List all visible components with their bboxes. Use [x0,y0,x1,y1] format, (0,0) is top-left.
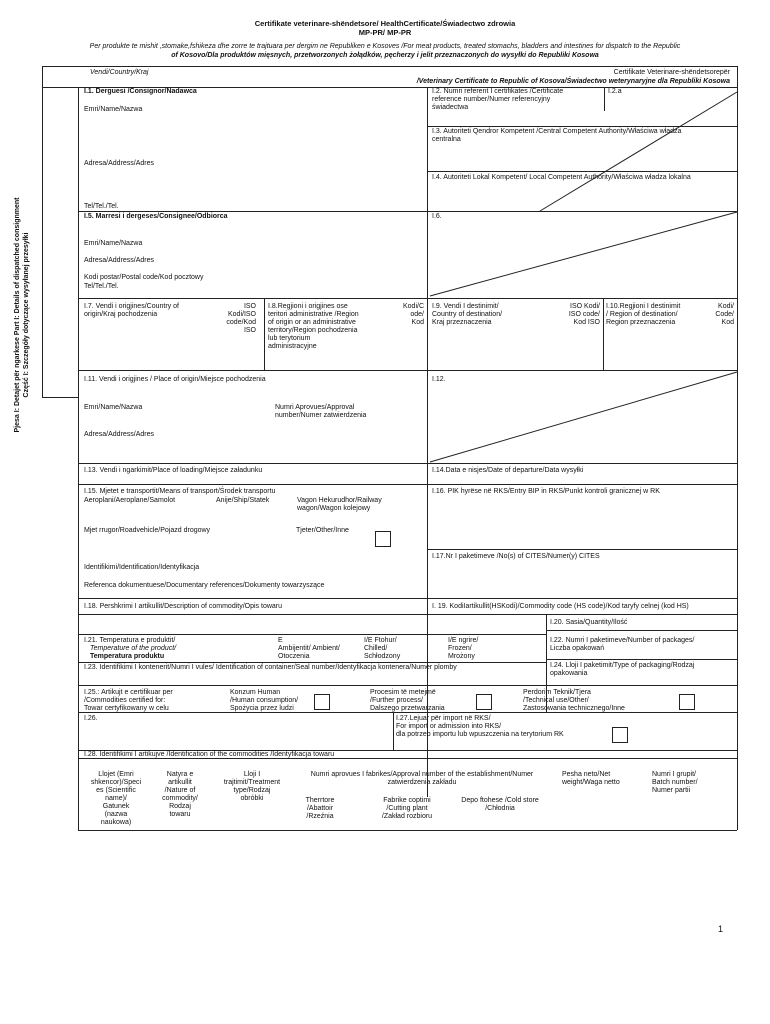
region-destination-label: I.10.Regjioni I destinimit / Region of destination/ Region przeznaczenia [606,303,681,326]
country-label: Vendi/Country/Kraj [90,69,149,76]
ambient-option: E Ambijentit/ Ambient/ Otoczenia [278,637,340,660]
further-process-option: Procesim të metejmë /Further process/ Dalszego przetwarzania [370,689,445,712]
commodity-identification-label: I.28. Identifikimi I artikujve /Identification of the commodities /Identyfikacja towaru [84,751,335,758]
country-origin-iso-label: ISO Kodi/ISO code/Kod ISO [226,303,256,334]
temperature-label: I.21. Temperatura e produktit/ [84,637,176,644]
ship-label: Anije/Ship/Statek [216,497,270,504]
cold-store-column: Depo ftohese /Cold store /Chłodnia [461,797,539,812]
identification-label: Identifikimi/Identification/Identyfikacja [84,564,200,571]
place-of-origin-label: I.11. Vendi i origjines / Place of origin/Miejsce pochodzenia [84,376,266,383]
consignor-name-label: Emri/Name/Nazwa [84,106,143,113]
means-of-transport-label: I.15. Mjetet e transportit/Means of transport/Środek transportu [84,488,276,495]
central-authority-label: I.3. Autoriteti Qendror Kompetent /Central Competent Authority/Właściwa władza centralna [432,128,682,143]
number-of-packages-label: I.22. Numri I paketimeve/Number of packages/ Liczba opakowań [550,637,695,652]
frozen-option: I/E ngrire/ Frozen/ Mrożony [448,637,479,660]
region-origin-label: I.8.Regjioni i origjines ose teritori administrative /Region of origin or an administrative territory/Region pochodzenia lub terytorium administracyjne [268,303,359,350]
human-consumption-checkbox[interactable] [314,694,330,710]
entry-bip-label: I.16. PIK hyrëse në RKS/Entry BIP in RKS/Punkt kontroli granicznej w RK [432,488,660,495]
origin-approval-label: Numri Aprovues/Approval number/Numer zatwierdzenia [275,404,367,419]
origin-name-label: Emri/Name/Nazwa [84,404,143,411]
net-weight-column: Pesha neto/Net weight/Waga netto [562,771,620,786]
part-one-side-label: Pjesa I: Detajet për ngarkese Part I: Details of dispatched consignment Część I: Szczegóły dotyczące wysyłanej przesyłki [14,197,30,433]
further-process-checkbox[interactable] [476,694,492,710]
container-seal-label: I.23. Identifikimi I kontenerit/Numri I vules/ Identification of container/Seal number/Identyfikacja kontenera/Numer plomby [84,664,457,671]
page-number: 1 [718,924,724,934]
region-origin-code-label: Kodi/C ode/ Kod [402,303,424,326]
consignee-name-label: Emri/Name/Nazwa [84,240,143,247]
box-26-label: I.26. [84,715,98,722]
railway-label: Vagon Hekurudhor/Railway wagon/Wagon kolejowy [297,497,382,512]
cutting-plant-column: Fabrike coptimi /Cutting plant /Zakład rozbioru [381,797,433,820]
doc-code: MP-PR/ MP-PR [358,28,412,37]
certified-for-label: I.25.: Artikujt e certifikuar per /Commodities certified for: Towar certyfikowany w celu [84,689,173,712]
local-authority-label: I.4. Autoriteti Lokal Kompetent/ Local Competent Authority/Właściwa władza lokalna [432,174,691,181]
box-12-label: I.12. [432,376,446,383]
certificate-reference-label: I.2. Numri referent I certifikates /Certificate reference number/Numer referencyjny świadectwa [432,88,564,111]
cert-title-2: /Veterinary Certificate to Republic of Kosova/Świadectwo weterynaryjne dla Republiki Kosowa [416,78,730,85]
doc-intro: Per produkte te mishit ,stomake,fshikeza dhe zorre te trajtuara per dergim ne Republiken e Kosoves /For meat products, treated stomachs, bladders and intestines for dispatch to the Republic [89,43,681,50]
cert-title: Certifikate Veterinare-shëndetsorepër [613,69,730,76]
box-2a-label: I.2.a [608,88,622,95]
country-destination-label: I.9. Vendi I destinimit/ Country of destination/ Kraj przeznaczenia [432,303,503,326]
date-of-departure-label: I.14.Data e nisjes/Date of departure/Data wysyłki [432,467,584,474]
origin-address-label: Adresa/Address/Adres [84,431,155,438]
import-admission-label: I.27.Lejuar për import në RKS/ For import or admission into RKS/ dla potrzeb importu lub wpuszczenia na terytorium RK [396,715,564,738]
consignor-address-label: Adresa/Address/Adres [84,160,155,167]
consignee-label: I.5. Marresi i dergeses/Consignee/Odbiorca [84,213,228,220]
consignee-address-label: Adresa/Address/Adres [84,257,155,264]
technical-use-option: Perdorim Teknik/Tjera /Technical use/Other/ Zastosowania technicznego/Inne [523,689,625,712]
region-destination-code-label: Kodi/ Code/ Kod [715,303,734,326]
technical-use-checkbox[interactable] [679,694,695,710]
aeroplane-label: Aeroplani/Aeroplane/Samolot [84,497,176,504]
postal-code-label: Kodi postar/Postal code/Kod pocztowy [84,274,204,281]
chilled-option: I/E Ftohur/ Chilled/ Schłodzony [364,637,401,660]
road-vehicle-label: Mjet rrugor/Roadvehicle/Pojazd drogowy [84,527,211,534]
batch-number-column: Numri I grupit/ Batch number/ Numer partii [652,771,698,794]
country-destination-iso-label: ISO Kodi/ ISO code/ Kod ISO [568,303,600,326]
documentary-references-label: Referenca dokumentuese/Documentary references/Dokumenty towarzyszące [84,582,325,589]
doc-intro-2: of Kosovo/Dla produktów mięsnych, przetworzonych żołądków, pęcherzy i jelit przeznaczonych do wysyłki do Republiki Kosowa [171,52,599,59]
consignor-label: I.1. Derguesi /Consignor/Nadawca [84,88,197,95]
cites-label: I.17.Nr I paketimeve /No(s) of CITES/Numer(y) CITES [432,553,600,560]
temperature-label-pl: Temperatura produktu [90,653,165,660]
human-consumption-option: Konzum Human /Human consumption/ Spożycia przez ludzi [230,689,299,712]
commodity-description-label: I.18. Pershkrimi I artikullit/Description of commodity/Opis towaru [84,603,283,610]
quantity-label: I.20. Sasia/Quantity/Ilość [550,619,628,626]
other-transport-checkbox[interactable] [375,531,391,547]
other-transport-label: Tjeter/Other/Inne [296,527,349,534]
species-column: Llojet (Emri shkencor)/Speci es (Scientific name)/ Gatunek (nazwa naukowa) [90,771,142,826]
treatment-column: Lloji I trajtimit/Treatment type/Rodzaj obróbki [223,771,281,802]
nature-column: Natyra e artikullit /Nature of commodity/ Rodzaj towaru [162,771,198,818]
type-of-packaging-label: I.24. Lloji I paketimit/Type of packaging/Rodzaj opakowania [550,662,695,677]
temperature-label-en: Temperature of the product/ [90,645,177,652]
place-of-loading-label: I.13. Vendi i ngarkimit/Place of loading/Miejsce załadunku [84,467,263,474]
consignor-tel-label: Tel/Tel./Tel. [84,203,119,210]
abattoir-column: Therrtore /Abattoir /Rzeźnia [305,797,335,820]
doc-title: Certifikate veterinare-shëndetsore/ HealthCertificate/Świadectwo zdrowia [254,19,516,28]
box-6-label: I.6. [432,213,442,220]
consignee-tel-label: Tel/Tel./Tel. [84,283,119,290]
import-admission-checkbox[interactable] [612,727,628,743]
hs-code-label: I. 19. KodiIartikullit(HSKodi)/Commodity code (HS code)/Kod taryfy celnej (kod HS) [432,603,689,610]
country-origin-label: I.7. Vendi i origjines/Country of origin/Kraj pochodzenia [84,303,179,318]
approval-number-column: Numri aprovues I fabrikes/Approval number of the establishment/Numer zatwierdzenia zakładu [310,771,534,786]
